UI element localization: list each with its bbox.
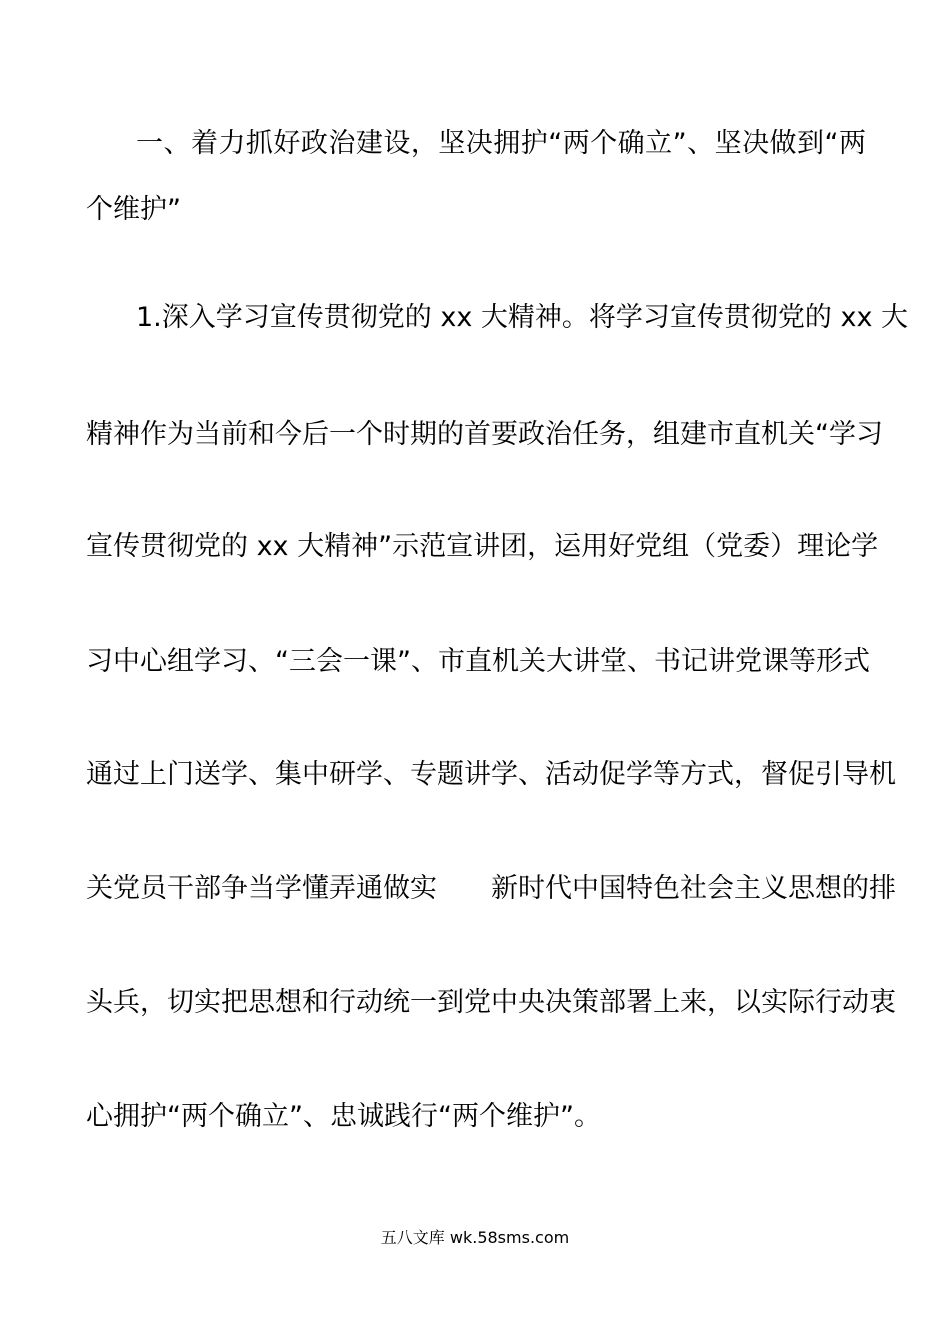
paragraph-line-2: 精神作为当前和今后一个时期的首要政治任务，组建市直机关“学习 [86,419,883,450]
paragraph-line-3: 宣传贯彻党的 xx 大精神”示范宣讲团，运用好党组（党委）理论学 [86,531,879,562]
footer-watermark: 五八文库 wk.58sms.com [380,1228,570,1247]
paragraph-line-8: 心拥护“两个确立”、忠诚践行“两个维护”。 [86,1101,601,1132]
paragraph-line-4: 习中心组学习、“三会一课”、市直机关大讲堂、书记讲党课等形式 [86,646,870,677]
heading-line-1: 一、着力抓好政治建设，坚决拥护“两个确立”、坚决做到“两 [136,128,866,159]
paragraph-line-7: 头兵，切实把思想和行动统一到党中央决策部署上来，以实际行动衷 [86,987,896,1018]
paragraph-line-6: 关党员干部争当学懂弄通做实 新时代中国特色社会主义思想的排 [86,873,896,904]
paragraph-line-5: 通过上门送学、集中研学、专题讲学、活动促学等方式，督促引导机 [86,759,896,790]
heading-line-2: 个维护” [86,194,181,225]
paragraph-line-1: 1.深入学习宣传贯彻党的 xx 大精神。将学习宣传贯彻党的 xx 大 [136,302,909,333]
